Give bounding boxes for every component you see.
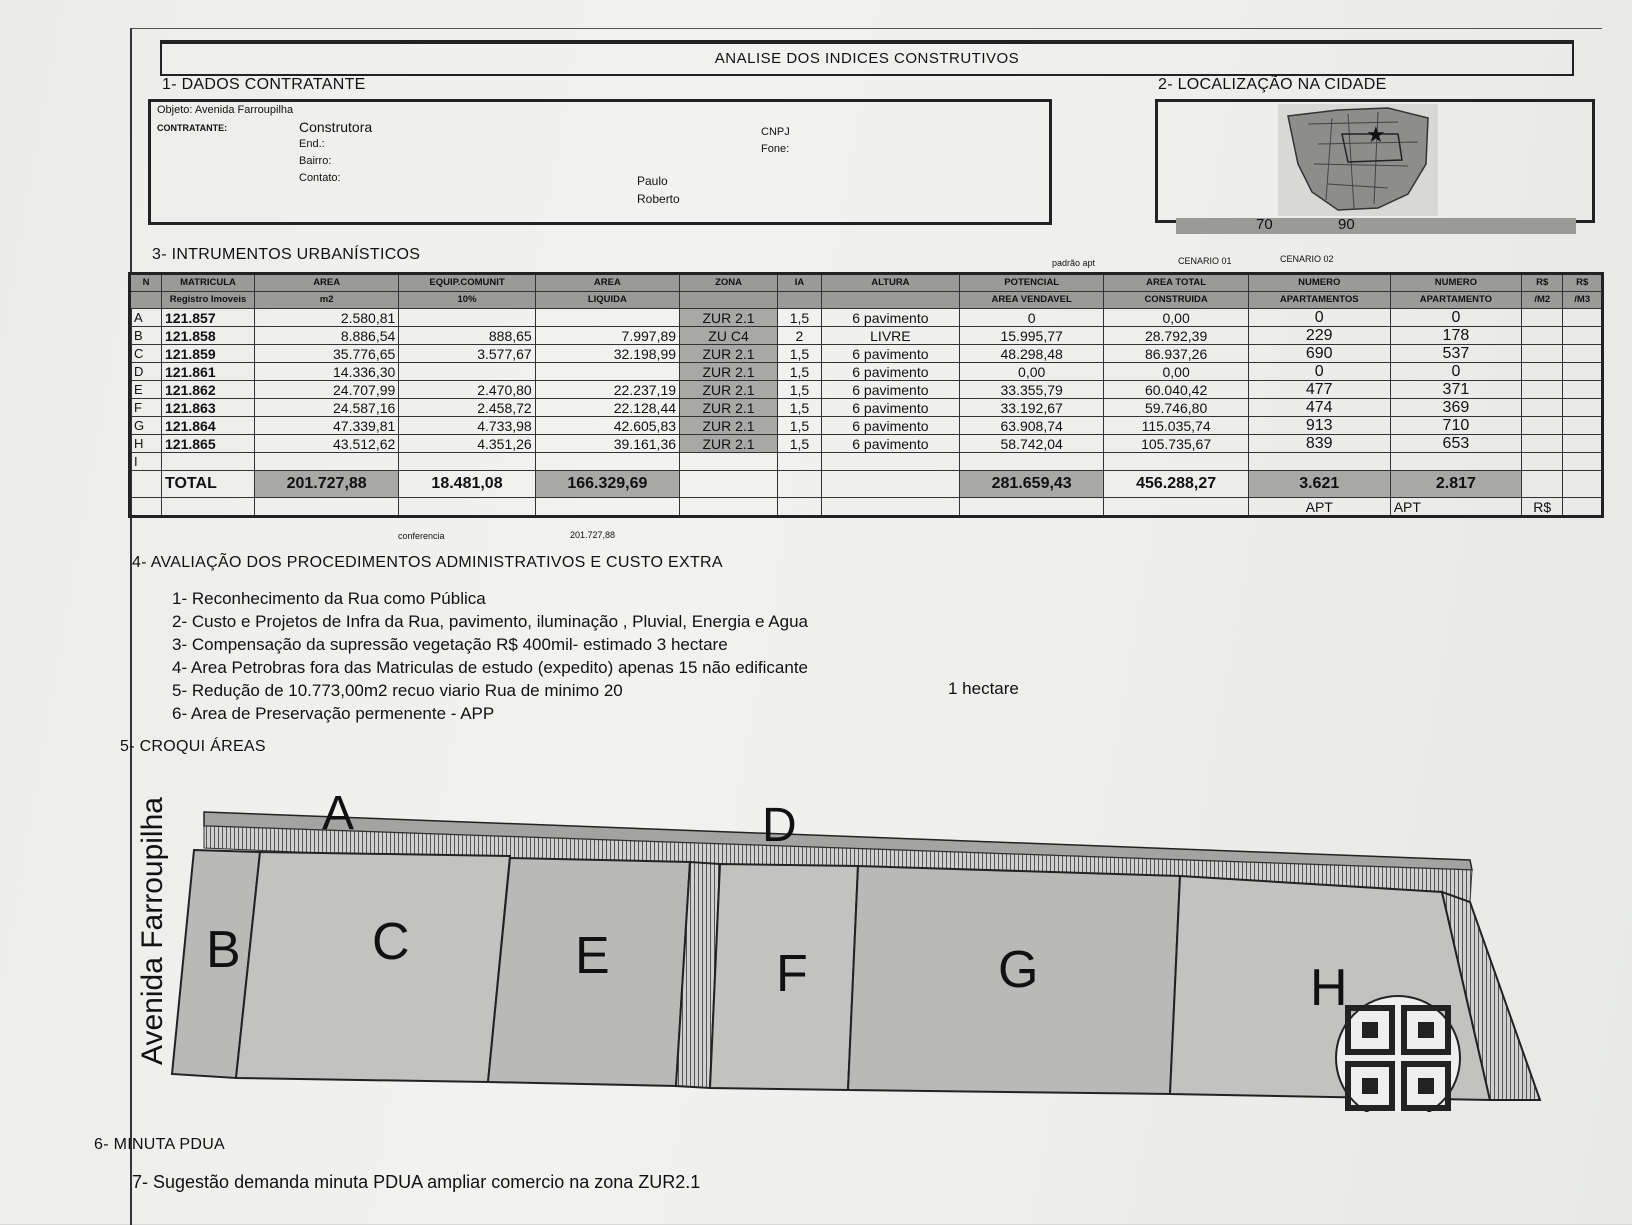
rs-m2-cell: [1522, 435, 1563, 453]
contato-name-2: Roberto: [637, 192, 680, 206]
table-row: [130, 345, 1603, 363]
area-total-cell: [1104, 453, 1248, 471]
zona-cell: ZUR 2.1: [680, 363, 778, 381]
ia-cell: [778, 453, 822, 471]
total-area-total: 456.288,27: [1104, 471, 1248, 498]
ia-cell: 1,5: [778, 435, 822, 453]
rs-m2-cell: [1522, 363, 1563, 381]
zona-cell: [680, 453, 778, 471]
apartamentos-cenario1-cell: 0: [1248, 363, 1390, 381]
header-cell: IA: [778, 274, 822, 292]
area-total-cell: 59.746,80: [1104, 399, 1248, 417]
note-cenario-2: CENARIO 02: [1280, 254, 1334, 264]
apartamentos-cenario1-cell: 690: [1248, 345, 1390, 363]
header-cell: EQUIP.COMUNIT: [399, 274, 535, 292]
apartamentos-cenario2-cell: 178: [1390, 327, 1521, 345]
header-cell: [680, 292, 778, 309]
table-row: [130, 327, 1603, 345]
total-empty-cell: [821, 471, 959, 498]
altura-cell: 6 pavimento: [821, 363, 959, 381]
total-empty-cell: [1522, 471, 1563, 498]
note-cenario-1: CENARIO 01: [1178, 256, 1232, 266]
altura-cell: 6 pavimento: [821, 417, 959, 435]
conferencia-value: 201.727,88: [570, 530, 616, 540]
list-item: 5- Redução de 10.773,00m2 recuo viario Rua de minimo 20: [172, 681, 623, 700]
area-total-cell: 115.035,74: [1104, 417, 1248, 435]
potencial-cell: 0: [959, 309, 1104, 327]
altura-cell: 6 pavimento: [821, 345, 959, 363]
altura-cell: LIVRE: [821, 327, 959, 345]
header-cell: POTENCIAL: [959, 274, 1104, 292]
altura-cell: 6 pavimento: [821, 435, 959, 453]
indices-table: [128, 272, 1604, 518]
table-row: [130, 453, 1603, 471]
rs-m3-cell: [1563, 399, 1603, 417]
apartamentos-cenario2-cell: 537: [1390, 345, 1521, 363]
header-cell: N: [130, 274, 162, 292]
matricula-cell: 121.863: [162, 399, 255, 417]
header-cell: NUMERO: [1248, 274, 1390, 292]
objeto-text: Objeto: Avenida Farroupilha: [157, 104, 294, 116]
area-total-cell: 86.937,26: [1104, 345, 1248, 363]
contato-name-1: Paulo: [637, 174, 668, 188]
section1-title: 1- DADOS CONTRATANTE: [162, 76, 366, 93]
fone-label: Fone:: [761, 143, 790, 155]
document-title: ANALISE DOS INDICES CONSTRUTIVOS: [160, 40, 1574, 76]
ia-cell: 1,5: [778, 363, 822, 381]
rs-m3-cell: [1563, 345, 1603, 363]
note-padrao-apt: padrão apt: [1052, 258, 1096, 268]
rs-m2-cell: [1522, 417, 1563, 435]
zona-cell: ZUR 2.1: [680, 399, 778, 417]
lot-label-c: C: [372, 913, 410, 971]
header-cell: Registro Imoveis: [162, 292, 255, 309]
apartamentos-cenario1-cell: 0: [1248, 309, 1390, 327]
area-cell: 14.336,30: [255, 363, 399, 381]
ia-cell: 1,5: [778, 345, 822, 363]
potencial-cell: 63.908,74: [959, 417, 1104, 435]
area-cell: 24.707,99: [255, 381, 399, 399]
apartamentos-cenario1-cell: 474: [1248, 399, 1390, 417]
apartamentos-cenario2-cell: 0: [1390, 309, 1521, 327]
table-row: [130, 417, 1603, 435]
area-liquida-cell: [535, 309, 679, 327]
area-liquida-cell: 32.198,99: [535, 345, 679, 363]
section4-title: 4- AVALIAÇÃO DOS PROCEDIMENTOS ADMINISTRATIVOS E CUSTO EXTRA: [132, 554, 723, 571]
units-empty-cell: [535, 498, 679, 517]
units-empty-cell: [680, 498, 778, 517]
total-apartamentos-2: 2.817: [1390, 471, 1521, 498]
area-total-cell: 0,00: [1104, 363, 1248, 381]
zona-cell: ZUR 2.1: [680, 417, 778, 435]
conferencia-label: conferencia: [398, 531, 445, 541]
lot-label-f: F: [776, 945, 808, 1003]
row-id-cell: G: [130, 417, 162, 435]
rs-m3-cell: [1563, 453, 1603, 471]
potencial-cell: 48.298,48: [959, 345, 1104, 363]
cnpj-label: CNPJ: [761, 126, 790, 138]
header-cell: APARTAMENTOS: [1248, 292, 1390, 309]
matricula-cell: 121.864: [162, 417, 255, 435]
map-scale-bar: [1176, 218, 1576, 234]
units-empty-cell: [255, 498, 399, 517]
header-cell: AREA VENDAVEL: [959, 292, 1104, 309]
potencial-cell: 33.192,67: [959, 399, 1104, 417]
header-cell: R$: [1563, 274, 1603, 292]
rs-m3-cell: [1563, 417, 1603, 435]
end-label: End.:: [299, 138, 325, 150]
matricula-cell: 121.865: [162, 435, 255, 453]
lot-label-g: G: [998, 941, 1039, 999]
potencial-cell: 0,00: [959, 363, 1104, 381]
total-area: 201.727,88: [255, 471, 399, 498]
units-empty-cell: [959, 498, 1104, 517]
lot-label-h: H: [1310, 959, 1348, 1017]
list-item: 2- Custo e Projetos de Infra da Rua, pavimento, iluminação , Pluvial, Energia e Agua: [172, 612, 808, 631]
units-empty-cell: [821, 498, 959, 517]
header-cell: [778, 292, 822, 309]
units-row: [130, 498, 1603, 517]
rs-m2-cell: [1522, 399, 1563, 417]
ia-cell: 2: [778, 327, 822, 345]
apartamentos-cenario2-cell: 371: [1390, 381, 1521, 399]
equip-cell: 4.351,26: [399, 435, 535, 453]
rs-m3-cell: [1563, 327, 1603, 345]
zona-cell: ZUR 2.1: [680, 345, 778, 363]
potencial-cell: 33.355,79: [959, 381, 1104, 399]
units-empty-cell: [130, 498, 162, 517]
header-cell: 10%: [399, 292, 535, 309]
area-total-cell: 105.735,67: [1104, 435, 1248, 453]
equip-cell: 4.733,98: [399, 417, 535, 435]
apartamentos-cenario2-cell: 710: [1390, 417, 1521, 435]
header-row-top: [130, 274, 1603, 292]
equip-cell: 888,65: [399, 327, 535, 345]
area-total-cell: 60.040,42: [1104, 381, 1248, 399]
table-row: [130, 399, 1603, 417]
potencial-cell: [959, 453, 1104, 471]
unit-apt-1: APT: [1248, 498, 1390, 517]
rs-m2-cell: [1522, 327, 1563, 345]
lot-label-d: D: [762, 799, 797, 852]
street-label-wrap: [130, 798, 170, 1068]
units-empty-cell: [162, 498, 255, 517]
units-empty-cell: [1563, 498, 1603, 517]
zona-cell: ZUR 2.1: [680, 435, 778, 453]
equip-cell: [399, 309, 535, 327]
rs-m2-cell: [1522, 453, 1563, 471]
area-liquida-cell: 42.605,83: [535, 417, 679, 435]
header-cell: LIQUIDA: [535, 292, 679, 309]
header-cell: /M3: [1563, 292, 1603, 309]
apartamentos-cenario1-cell: 913: [1248, 417, 1390, 435]
header-row-bottom: [130, 292, 1603, 309]
list-item: 1- Reconhecimento da Rua como Pública: [172, 589, 486, 608]
contratante-box: [148, 99, 1052, 225]
apartamentos-cenario2-cell: 0: [1390, 363, 1521, 381]
rs-m3-cell: [1563, 309, 1603, 327]
rs-m3-cell: [1563, 363, 1603, 381]
section6-title: 6- MINUTA PDUA: [94, 1136, 226, 1153]
contratante-value: Construtora: [299, 119, 373, 135]
rs-m2-cell: [1522, 345, 1563, 363]
procedures-list: [172, 587, 808, 725]
section2-title: 2- LOCALIZAÇÃO NA CIDADE: [1158, 76, 1387, 93]
row-id-cell: F: [130, 399, 162, 417]
indices-table-body: [130, 274, 1603, 517]
area-cell: 2.580,81: [255, 309, 399, 327]
item5-note: 1 hectare: [948, 679, 1019, 698]
matricula-cell: 121.859: [162, 345, 255, 363]
section3-title: 3- INTRUMENTOS URBANÍSTICOS: [152, 246, 421, 263]
star-icon: ★: [1366, 123, 1386, 148]
header-cell: AREA: [255, 274, 399, 292]
matricula-cell: 121.861: [162, 363, 255, 381]
apartamentos-cenario1-cell: 229: [1248, 327, 1390, 345]
area-cell: [255, 453, 399, 471]
header-cell: MATRICULA: [162, 274, 255, 292]
matricula-cell: 121.857: [162, 309, 255, 327]
apartamentos-cenario2-cell: 653: [1390, 435, 1521, 453]
header-cell: ALTURA: [821, 274, 959, 292]
total-empty-cell: [1563, 471, 1603, 498]
list-item: 3- Compensação da supressão vegetação R$ 400mil- estimado 3 hectare: [172, 635, 728, 654]
apartamentos-cenario1-cell: [1248, 453, 1390, 471]
header-cell: [130, 292, 162, 309]
total-apartamentos-1: 3.621: [1248, 471, 1390, 498]
ia-cell: 1,5: [778, 417, 822, 435]
lot-label-e: E: [575, 927, 610, 985]
altura-cell: 6 pavimento: [821, 309, 959, 327]
total-empty-cell: [778, 471, 822, 498]
row-id-cell: I: [130, 453, 162, 471]
area-liquida-cell: 7.997,89: [535, 327, 679, 345]
area-liquida-cell: 22.237,19: [535, 381, 679, 399]
header-cell: APARTAMENTO: [1390, 292, 1521, 309]
city-map-image: [1278, 104, 1438, 216]
app-pattern-icon: [1336, 996, 1460, 1112]
rs-m2-cell: [1522, 381, 1563, 399]
apartamentos-cenario1-cell: 839: [1248, 435, 1390, 453]
rs-m3-cell: [1563, 435, 1603, 453]
units-empty-cell: [399, 498, 535, 517]
total-label: TOTAL: [162, 471, 255, 498]
header-cell: [821, 292, 959, 309]
street-label: Avenida Farroupilha: [136, 797, 169, 1065]
row-id-cell: H: [130, 435, 162, 453]
matricula-cell: 121.858: [162, 327, 255, 345]
header-cell: CONSTRUIDA: [1104, 292, 1248, 309]
header-cell: AREA: [535, 274, 679, 292]
equip-cell: [399, 363, 535, 381]
header-cell: AREA TOTAL: [1104, 274, 1248, 292]
lot-label-b: B: [206, 921, 241, 979]
matricula-cell: [162, 453, 255, 471]
equip-cell: 3.577,67: [399, 345, 535, 363]
header-cell: NUMERO: [1390, 274, 1521, 292]
area-total-cell: 0,00: [1104, 309, 1248, 327]
row-id-cell: D: [130, 363, 162, 381]
total-potencial: 281.659,43: [959, 471, 1104, 498]
section5-title: 5- CROQUI ÁREAS: [120, 738, 266, 755]
area-liquida-cell: 22.128,44: [535, 399, 679, 417]
equip-cell: 2.470,80: [399, 381, 535, 399]
section7-text: 7- Sugestão demanda minuta PDUA ampliar comercio na zona ZUR2.1: [132, 1172, 701, 1192]
apartamentos-cenario2-cell: 369: [1390, 399, 1521, 417]
table-row: [130, 435, 1603, 453]
row-id-cell: B: [130, 327, 162, 345]
rs-m2-cell: [1522, 309, 1563, 327]
total-empty-cell: [130, 471, 162, 498]
total-equip: 18.481,08: [399, 471, 535, 498]
altura-cell: [821, 453, 959, 471]
zona-cell: ZU C4: [680, 327, 778, 345]
list-item: 6- Area de Preservação permenente - APP: [172, 704, 495, 723]
zona-cell: ZUR 2.1: [680, 309, 778, 327]
bairro-label: Bairro:: [299, 155, 332, 167]
area-cell: 35.776,65: [255, 345, 399, 363]
scale-label-b: 90: [1338, 216, 1355, 233]
contratante-label: CONTRATANTE:: [157, 123, 228, 133]
table-row: [130, 363, 1603, 381]
total-liquida: 166.329,69: [535, 471, 679, 498]
area-cell: 8.886,54: [255, 327, 399, 345]
potencial-cell: 15.995,77: [959, 327, 1104, 345]
area-total-cell: 28.792,39: [1104, 327, 1248, 345]
altura-cell: 6 pavimento: [821, 399, 959, 417]
apartamentos-cenario2-cell: [1390, 453, 1521, 471]
table-row: [130, 381, 1603, 399]
area-liquida-cell: [535, 363, 679, 381]
ia-cell: 1,5: [778, 381, 822, 399]
rs-m3-cell: [1563, 381, 1603, 399]
scale-label-a: 70: [1256, 216, 1273, 233]
zona-cell: ZUR 2.1: [680, 381, 778, 399]
row-id-cell: A: [130, 309, 162, 327]
matricula-cell: 121.862: [162, 381, 255, 399]
altura-cell: 6 pavimento: [821, 381, 959, 399]
list-item: 4- Area Petrobras fora das Matriculas de estudo (expedito) apenas 15 não edificante: [172, 658, 808, 677]
equip-cell: [399, 453, 535, 471]
header-cell: m2: [255, 292, 399, 309]
unit-apt-2: APT: [1390, 498, 1521, 517]
area-liquida-cell: [535, 453, 679, 471]
ia-cell: 1,5: [778, 399, 822, 417]
equip-cell: 2.458,72: [399, 399, 535, 417]
total-empty-cell: [680, 471, 778, 498]
potencial-cell: 58.742,04: [959, 435, 1104, 453]
area-cell: 24.587,16: [255, 399, 399, 417]
units-empty-cell: [778, 498, 822, 517]
units-empty-cell: [1104, 498, 1248, 517]
apartamentos-cenario1-cell: 477: [1248, 381, 1390, 399]
total-row: [130, 471, 1603, 498]
header-cell: /M2: [1522, 292, 1563, 309]
location-box: [1155, 99, 1595, 233]
lot-label-a: A: [322, 787, 355, 840]
ia-cell: 1,5: [778, 309, 822, 327]
area-cell: 43.512,62: [255, 435, 399, 453]
table-row: [130, 309, 1603, 327]
area-cell: 47.339,81: [255, 417, 399, 435]
header-cell: R$: [1522, 274, 1563, 292]
unit-rs: R$: [1522, 498, 1563, 517]
area-liquida-cell: 39.161,36: [535, 435, 679, 453]
row-id-cell: C: [130, 345, 162, 363]
contato-label: Contato:: [299, 172, 341, 184]
header-cell: ZONA: [680, 274, 778, 292]
row-id-cell: E: [130, 381, 162, 399]
